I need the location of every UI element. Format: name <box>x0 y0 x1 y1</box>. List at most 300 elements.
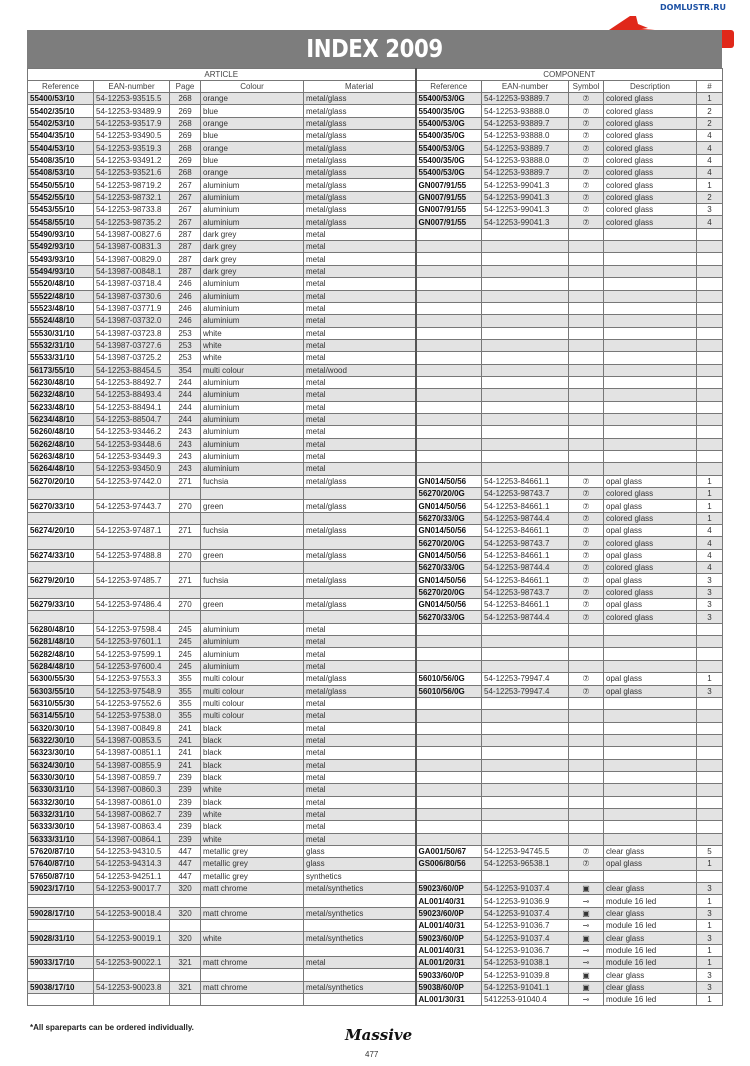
component-quantity <box>697 228 723 240</box>
component-symbol: ⑦ <box>569 105 604 117</box>
article-ean: 54-13987-03730.6 <box>94 290 170 302</box>
article-material: metal/glass <box>304 475 416 487</box>
component-reference: 59033/60/0P <box>416 969 482 981</box>
component-ean <box>482 710 569 722</box>
article-reference: 55404/53/10 <box>28 142 94 154</box>
table-row <box>28 463 723 475</box>
article-material: metal <box>304 623 416 635</box>
component-description: opal glass <box>604 858 697 870</box>
article-material <box>304 562 416 574</box>
component-description: opal glass <box>604 475 697 487</box>
article-colour: white <box>201 327 304 339</box>
component-reference <box>416 450 482 462</box>
component-quantity: 4 <box>697 154 723 166</box>
article-reference: 55404/35/10 <box>28 130 94 142</box>
article-ean <box>94 920 170 932</box>
component-quantity <box>697 747 723 759</box>
component-ean: 54-12253-84661.1 <box>482 599 569 611</box>
component-symbol <box>569 660 604 672</box>
article-material: metal <box>304 957 416 969</box>
index-table <box>27 68 723 1006</box>
article-material: metal <box>304 660 416 672</box>
article-reference: 56233/48/10 <box>28 401 94 413</box>
article-ean: 54-12253-93489.9 <box>94 105 170 117</box>
article-page: 245 <box>170 660 201 672</box>
component-ean <box>482 784 569 796</box>
article-ean: 54-13987-00827.6 <box>94 228 170 240</box>
article-material: metal/glass <box>304 117 416 129</box>
component-description: clear glass <box>604 981 697 993</box>
component-ean <box>482 426 569 438</box>
article-ean: 54-13987-00861.0 <box>94 796 170 808</box>
component-ean: 54-12253-84661.1 <box>482 525 569 537</box>
table-row <box>28 599 723 611</box>
article-colour: aluminium <box>201 376 304 388</box>
article-colour: metallic grey <box>201 870 304 882</box>
component-ean: 54-12253-93888.0 <box>482 105 569 117</box>
article-reference: 56230/48/10 <box>28 376 94 388</box>
table-row <box>28 586 723 598</box>
article-ean: 54-12253-97599.1 <box>94 648 170 660</box>
component-symbol: ⑦ <box>569 586 604 598</box>
component-description <box>604 771 697 783</box>
component-reference <box>416 438 482 450</box>
col-header: # <box>697 81 723 93</box>
article-page: 271 <box>170 525 201 537</box>
component-quantity: 1 <box>697 500 723 512</box>
table-row <box>28 994 723 1006</box>
col-header: Page <box>170 81 201 93</box>
component-ean <box>482 870 569 882</box>
component-description <box>604 376 697 388</box>
article-ean <box>94 512 170 524</box>
table-row <box>28 981 723 993</box>
component-symbol: ⑦ <box>569 488 604 500</box>
article-reference: 57620/87/10 <box>28 845 94 857</box>
component-reference: 55400/35/0G <box>416 154 482 166</box>
article-ean: 54-13987-03727.6 <box>94 339 170 351</box>
component-quantity: 3 <box>697 599 723 611</box>
table-row <box>28 734 723 746</box>
article-material: metal/synthetics <box>304 907 416 919</box>
component-reference <box>416 389 482 401</box>
article-page <box>170 488 201 500</box>
component-reference: GN007/91/55 <box>416 179 482 191</box>
component-reference <box>416 339 482 351</box>
component-reference: 56270/33/0G <box>416 562 482 574</box>
article-reference: 56333/30/10 <box>28 821 94 833</box>
article-colour: multi colour <box>201 697 304 709</box>
component-ean: 54-12253-79947.4 <box>482 685 569 697</box>
component-reference <box>416 413 482 425</box>
component-ean: 54-12253-91037.4 <box>482 932 569 944</box>
component-quantity <box>697 364 723 376</box>
component-symbol: ⑦ <box>569 549 604 561</box>
article-ean: 54-12253-93517.9 <box>94 117 170 129</box>
article-page: 321 <box>170 981 201 993</box>
article-colour: black <box>201 722 304 734</box>
article-reference: 57650/87/10 <box>28 870 94 882</box>
component-description: colored glass <box>604 191 697 203</box>
article-colour <box>201 920 304 932</box>
component-symbol <box>569 759 604 771</box>
article-material <box>304 537 416 549</box>
article-colour: aluminium <box>201 636 304 648</box>
component-quantity: 1 <box>697 994 723 1006</box>
article-reference: 56310/55/30 <box>28 697 94 709</box>
article-colour: aluminium <box>201 450 304 462</box>
component-description <box>604 463 697 475</box>
article-page: 268 <box>170 117 201 129</box>
article-material <box>304 488 416 500</box>
article-reference: 56279/33/10 <box>28 599 94 611</box>
component-ean: 54-12253-93889.7 <box>482 167 569 179</box>
component-reference: 55400/35/0G <box>416 130 482 142</box>
table-row <box>28 512 723 524</box>
component-description: opal glass <box>604 599 697 611</box>
article-colour: black <box>201 771 304 783</box>
component-symbol: ⑦ <box>569 574 604 586</box>
article-colour: aluminium <box>201 463 304 475</box>
table-row <box>28 747 723 759</box>
article-material: synthetics <box>304 870 416 882</box>
component-description: colored glass <box>604 93 697 105</box>
article-material: metal <box>304 784 416 796</box>
component-ean <box>482 808 569 820</box>
article-colour: matt chrome <box>201 883 304 895</box>
article-page <box>170 994 201 1006</box>
component-symbol <box>569 265 604 277</box>
article-colour: metallic grey <box>201 858 304 870</box>
article-colour: orange <box>201 142 304 154</box>
article-material <box>304 611 416 623</box>
article-ean: 54-12253-97601.1 <box>94 636 170 648</box>
article-material: metal <box>304 302 416 314</box>
page-header <box>27 30 722 68</box>
component-group-header: COMPONENT <box>416 69 723 81</box>
article-material: metal/glass <box>304 685 416 697</box>
article-material: metal/glass <box>304 93 416 105</box>
article-colour: aluminium <box>201 315 304 327</box>
component-quantity <box>697 722 723 734</box>
component-description: colored glass <box>604 512 697 524</box>
table-row <box>28 216 723 228</box>
article-colour: white <box>201 808 304 820</box>
article-colour: white <box>201 339 304 351</box>
article-ean: 54-12253-93446.2 <box>94 426 170 438</box>
component-description <box>604 821 697 833</box>
article-page: 267 <box>170 191 201 203</box>
article-material: metal <box>304 228 416 240</box>
article-reference: 56280/48/10 <box>28 623 94 635</box>
article-page <box>170 920 201 932</box>
article-colour: green <box>201 500 304 512</box>
article-reference <box>28 562 94 574</box>
article-material: metal/glass <box>304 130 416 142</box>
component-reference: 55400/53/0G <box>416 117 482 129</box>
component-ean <box>482 796 569 808</box>
article-ean <box>94 562 170 574</box>
article-material: metal/glass <box>304 216 416 228</box>
article-ean: 54-12253-98719.2 <box>94 179 170 191</box>
article-colour: aluminium <box>201 204 304 216</box>
component-symbol <box>569 710 604 722</box>
article-ean: 54-12253-94251.1 <box>94 870 170 882</box>
component-ean: 54-12253-91037.4 <box>482 883 569 895</box>
component-symbol <box>569 290 604 302</box>
component-ean <box>482 697 569 709</box>
article-reference: 56274/33/10 <box>28 549 94 561</box>
table-row <box>28 191 723 203</box>
article-reference: 59033/17/10 <box>28 957 94 969</box>
article-reference: 55530/31/10 <box>28 327 94 339</box>
component-ean <box>482 376 569 388</box>
component-symbol: ⑦ <box>569 562 604 574</box>
table-row <box>28 450 723 462</box>
component-ean: 54-12253-91036.7 <box>482 920 569 932</box>
component-ean: 54-12253-99041.3 <box>482 191 569 203</box>
article-material: metal/glass <box>304 167 416 179</box>
component-description: colored glass <box>604 586 697 598</box>
component-symbol <box>569 648 604 660</box>
component-ean: 54-12253-91037.4 <box>482 907 569 919</box>
table-row <box>28 784 723 796</box>
article-ean: 54-12253-93519.3 <box>94 142 170 154</box>
table-row <box>28 154 723 166</box>
table-row <box>28 525 723 537</box>
component-reference: 56270/20/0G <box>416 488 482 500</box>
article-ean: 54-12253-97487.1 <box>94 525 170 537</box>
component-quantity: 4 <box>697 525 723 537</box>
table-row <box>28 969 723 981</box>
component-reference: GN014/50/56 <box>416 475 482 487</box>
component-description: clear glass <box>604 883 697 895</box>
component-ean: 54-12253-93889.7 <box>482 93 569 105</box>
article-ean: 54-12253-97553.3 <box>94 673 170 685</box>
component-quantity: 4 <box>697 167 723 179</box>
article-reference: 56303/55/10 <box>28 685 94 697</box>
component-description <box>604 253 697 265</box>
page-title: INDEX 2009 <box>306 34 443 63</box>
component-symbol <box>569 364 604 376</box>
component-symbol <box>569 450 604 462</box>
article-ean: 54-12253-88492.7 <box>94 376 170 388</box>
component-ean: 54-12253-98743.7 <box>482 488 569 500</box>
article-ean <box>94 611 170 623</box>
article-reference: 55532/31/10 <box>28 339 94 351</box>
article-ean: 54-12253-88454.5 <box>94 364 170 376</box>
component-reference: 59023/60/0P <box>416 932 482 944</box>
table-row <box>28 278 723 290</box>
component-ean <box>482 636 569 648</box>
component-reference <box>416 463 482 475</box>
component-reference <box>416 808 482 820</box>
component-quantity: 3 <box>697 969 723 981</box>
component-ean <box>482 327 569 339</box>
component-quantity: 4 <box>697 216 723 228</box>
article-reference: 56281/48/10 <box>28 636 94 648</box>
table-row <box>28 920 723 932</box>
component-symbol <box>569 870 604 882</box>
component-ean <box>482 315 569 327</box>
component-ean <box>482 302 569 314</box>
component-quantity <box>697 796 723 808</box>
col-header: Description <box>604 81 697 93</box>
component-reference: 55400/53/0G <box>416 93 482 105</box>
component-quantity: 1 <box>697 475 723 487</box>
article-page: 355 <box>170 685 201 697</box>
article-colour: aluminium <box>201 401 304 413</box>
table-row <box>28 142 723 154</box>
article-ean: 54-13987-00860.3 <box>94 784 170 796</box>
article-page: 244 <box>170 401 201 413</box>
component-description: colored glass <box>604 216 697 228</box>
article-colour <box>201 969 304 981</box>
article-reference <box>28 920 94 932</box>
article-reference: 57640/87/10 <box>28 858 94 870</box>
component-ean <box>482 660 569 672</box>
component-symbol <box>569 438 604 450</box>
table-row <box>28 549 723 561</box>
article-page: 268 <box>170 167 201 179</box>
article-colour: aluminium <box>201 438 304 450</box>
component-ean <box>482 463 569 475</box>
component-symbol <box>569 808 604 820</box>
component-ean <box>482 759 569 771</box>
component-ean <box>482 648 569 660</box>
component-reference: 59023/60/0P <box>416 883 482 895</box>
article-reference: 59028/17/10 <box>28 907 94 919</box>
component-description <box>604 413 697 425</box>
article-material: metal <box>304 710 416 722</box>
article-colour: blue <box>201 130 304 142</box>
component-quantity: 4 <box>697 142 723 154</box>
article-colour: aluminium <box>201 278 304 290</box>
component-quantity: 3 <box>697 932 723 944</box>
article-ean: 54-12253-88493.4 <box>94 389 170 401</box>
component-symbol: ⊸ <box>569 994 604 1006</box>
component-ean: 54-12253-84661.1 <box>482 500 569 512</box>
article-ean: 54-13987-00848.1 <box>94 265 170 277</box>
table-row <box>28 167 723 179</box>
component-description: clear glass <box>604 845 697 857</box>
article-colour: orange <box>201 117 304 129</box>
component-symbol: ⑦ <box>569 167 604 179</box>
component-ean: 54-12253-79947.4 <box>482 673 569 685</box>
component-quantity: 2 <box>697 117 723 129</box>
article-ean: 54-12253-88494.1 <box>94 401 170 413</box>
table-row <box>28 241 723 253</box>
component-quantity <box>697 413 723 425</box>
table-row <box>28 883 723 895</box>
col-header: EAN-number <box>482 81 569 93</box>
component-description <box>604 710 697 722</box>
component-symbol <box>569 722 604 734</box>
article-material: metal/glass <box>304 599 416 611</box>
article-reference: 56300/55/30 <box>28 673 94 685</box>
article-reference: 55408/35/10 <box>28 154 94 166</box>
component-reference <box>416 278 482 290</box>
article-colour: orange <box>201 93 304 105</box>
article-colour: dark grey <box>201 228 304 240</box>
article-material <box>304 969 416 981</box>
group-header-row <box>28 69 723 81</box>
component-reference <box>416 265 482 277</box>
article-reference: 55452/55/10 <box>28 191 94 203</box>
article-colour: aluminium <box>201 660 304 672</box>
article-ean: 54-12253-97443.7 <box>94 500 170 512</box>
article-material: glass <box>304 845 416 857</box>
component-symbol <box>569 771 604 783</box>
article-material: metal <box>304 796 416 808</box>
table-row <box>28 327 723 339</box>
component-reference: AL001/40/31 <box>416 895 482 907</box>
component-quantity <box>697 734 723 746</box>
article-page: 267 <box>170 204 201 216</box>
component-ean: 54-12253-94745.5 <box>482 845 569 857</box>
article-material: metal <box>304 747 416 759</box>
component-symbol <box>569 636 604 648</box>
article-page: 320 <box>170 932 201 944</box>
article-page: 269 <box>170 154 201 166</box>
article-page: 243 <box>170 438 201 450</box>
component-quantity: 4 <box>697 130 723 142</box>
component-quantity <box>697 426 723 438</box>
component-reference: AL001/30/31 <box>416 994 482 1006</box>
component-ean: 54-12253-91038.1 <box>482 957 569 969</box>
article-colour: white <box>201 833 304 845</box>
article-material: metal <box>304 821 416 833</box>
component-symbol: ⑦ <box>569 500 604 512</box>
component-reference <box>416 833 482 845</box>
article-colour: matt chrome <box>201 907 304 919</box>
article-page: 355 <box>170 673 201 685</box>
article-page: 241 <box>170 747 201 759</box>
component-quantity: 1 <box>697 944 723 956</box>
article-material: metal/synthetics <box>304 932 416 944</box>
page-number: 477 <box>365 1050 379 1059</box>
article-page: 287 <box>170 265 201 277</box>
table-row <box>28 858 723 870</box>
component-quantity <box>697 401 723 413</box>
article-material: metal/glass <box>304 525 416 537</box>
component-quantity <box>697 821 723 833</box>
brand-logo: Massive <box>345 1026 413 1044</box>
article-reference: 55492/93/10 <box>28 241 94 253</box>
article-page: 246 <box>170 315 201 327</box>
component-description: colored glass <box>604 142 697 154</box>
component-symbol <box>569 315 604 327</box>
article-reference: 56263/48/10 <box>28 450 94 462</box>
article-colour: dark grey <box>201 265 304 277</box>
article-material: metal <box>304 463 416 475</box>
component-reference <box>416 870 482 882</box>
article-ean: 54-12253-98732.1 <box>94 191 170 203</box>
component-symbol: ⑦ <box>569 673 604 685</box>
table-row <box>28 204 723 216</box>
article-colour: matt chrome <box>201 957 304 969</box>
component-symbol: ▣ <box>569 981 604 993</box>
article-page: 243 <box>170 463 201 475</box>
component-ean: 54-12253-93889.7 <box>482 117 569 129</box>
table-row <box>28 574 723 586</box>
component-description <box>604 833 697 845</box>
article-page: 447 <box>170 858 201 870</box>
component-symbol <box>569 327 604 339</box>
component-reference <box>416 710 482 722</box>
article-page: 243 <box>170 450 201 462</box>
component-reference <box>416 747 482 759</box>
